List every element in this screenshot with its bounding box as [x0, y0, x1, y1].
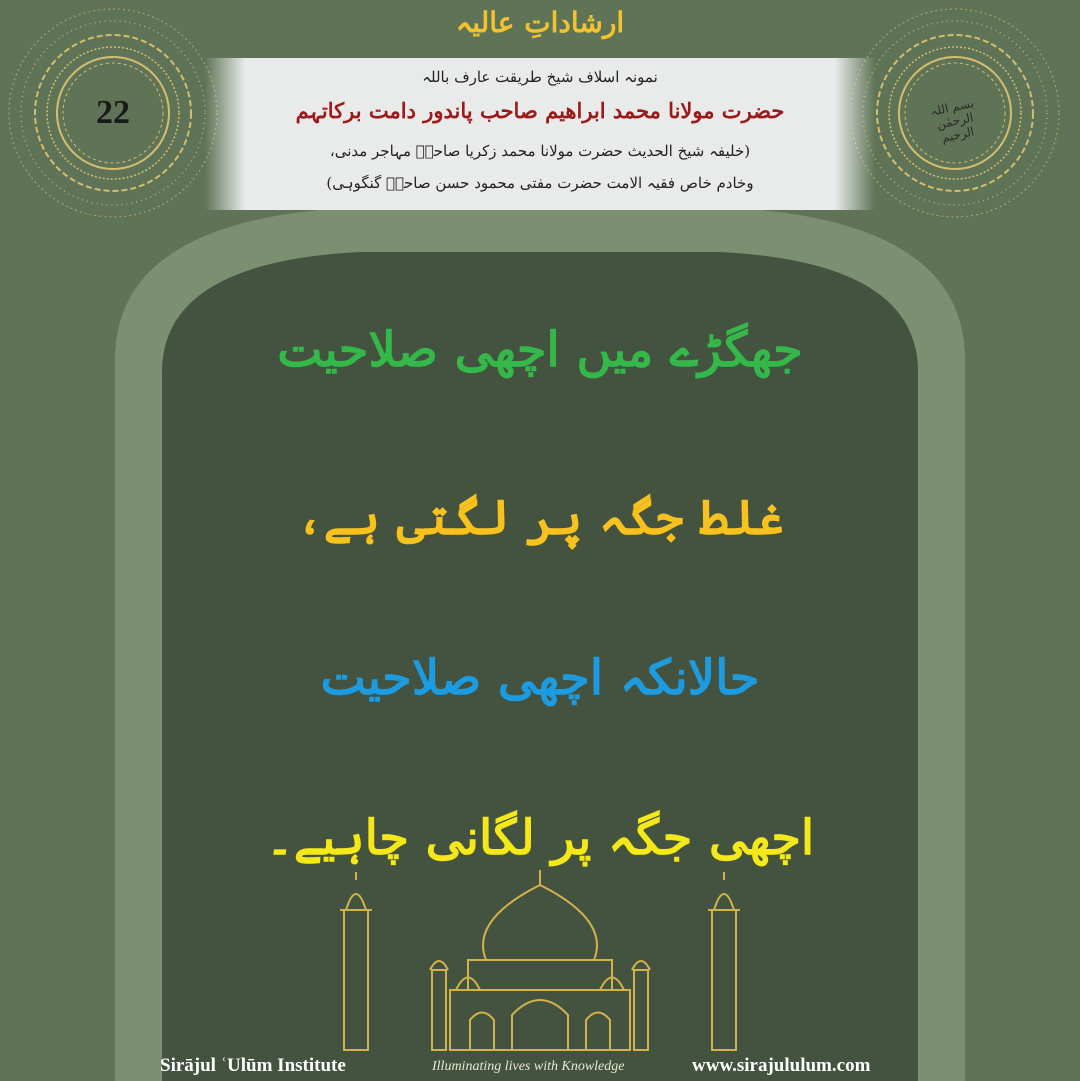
page-title: ارشاداتِ عالیہ — [455, 6, 625, 39]
tagline: Illuminating lives with Knowledge — [432, 1059, 625, 1074]
author-panel — [205, 58, 875, 210]
panel-line-3: (خلیفہ شیخ الحدیث حضرت مولانا محمد زکریا صاحبؒ مہاجر مدنی، — [329, 142, 751, 160]
post-number: 22 — [96, 94, 130, 131]
footer — [0, 1051, 1080, 1081]
quote-line-2: غلط جگہ پر لگتی ہے، — [295, 490, 785, 546]
panel-line-1: نمونہ اسلاف شیخ طریقت عارف باللہ — [422, 68, 658, 86]
quote-line-4: اچھی جگہ پر لگانی چاہیے۔ — [265, 810, 815, 866]
website-link[interactable]: www.sirajululum.com — [692, 1055, 871, 1076]
quote-line-3: حالانکہ اچھی صلاحیت — [320, 650, 760, 706]
author-name: حضرت مولانا محمد ابراھیم صاحب پاندور دامت برکاتہم — [295, 98, 785, 123]
bismillah-calligraphy: بسم اللہ الرحمٰن الرحیم — [929, 95, 976, 145]
quote-line-1: جھگڑے میں اچھی صلاحیت — [277, 322, 803, 378]
panel-line-4: وخادم خاص فقیہ الامت حضرت مفتی محمود حسن صاحبؒ گنگوہی) — [326, 174, 754, 192]
institute-name: Sirājul ʿUlūm Institute — [160, 1055, 346, 1076]
